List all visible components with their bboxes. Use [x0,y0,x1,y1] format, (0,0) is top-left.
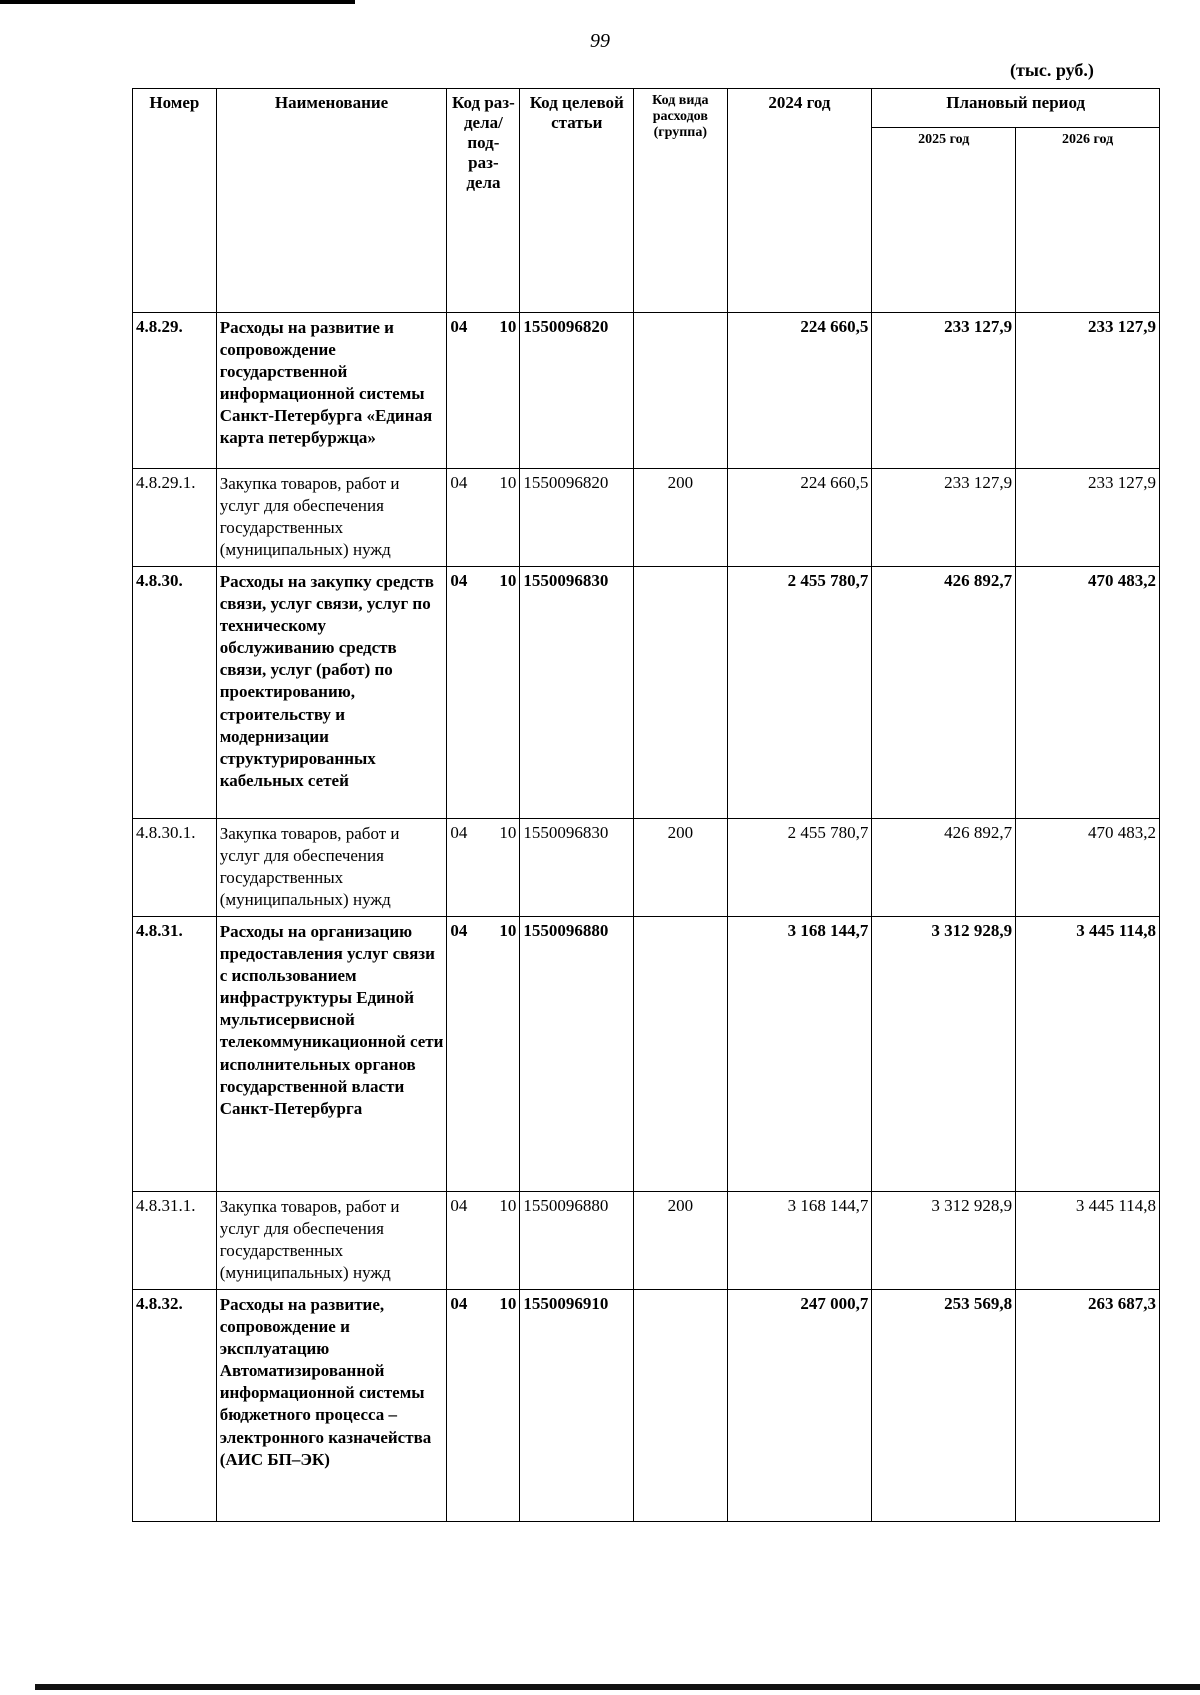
section-code: 04 [450,1294,468,1313]
row-section-code [447,313,520,469]
row-value-2025: 3 312 928,9 [872,1192,1016,1290]
subsection-code: 10 [499,1294,517,1313]
row-name: Расходы на закупку средств связи, услуг связи, услуг по техническому обслуживанию средств связи, услуг (работ) по проектированию, строительству и модернизации структурированных кабельных сетей [216,567,447,819]
table-row [133,1192,1160,1290]
row-value-2026: 470 483,2 [1016,819,1160,917]
row-value-2024: 3 168 144,7 [727,1192,872,1290]
header-2025: 2025 год [872,128,1016,313]
row-number: 4.8.31.1. [133,1192,217,1290]
row-section-code [447,567,520,819]
row-target-code: 1550096820 [520,313,634,469]
row-expense-code [634,1290,727,1522]
subsection-code: 10 [499,921,517,940]
row-number: 4.8.29. [133,313,217,469]
row-value-2025: 3 312 928,9 [872,917,1016,1192]
row-expense-code [634,567,727,819]
row-value-2024: 224 660,5 [727,469,872,567]
table-row [133,313,1160,469]
top-rule [0,0,355,4]
header-expense-code: Код вида расходов (группа) [634,89,727,313]
row-section-code [447,1192,520,1290]
row-value-2026: 470 483,2 [1016,567,1160,819]
row-name: Расходы на организацию предоставления услуг связи с использованием инфраструктуры Единой мультисервисной телекоммуникационной сети исполнительных органов государственной власти Санкт-Петербурга [216,917,447,1192]
header-section-code: Код раз- дела/ под- раз- дела [447,89,520,313]
row-name: Расходы на развитие, сопровождение и эксплуатацию Автоматизированной информационной системы бюджетного процесса – электронного казначейства (АИС БП–ЭК) [216,1290,447,1522]
row-number: 4.8.30.1. [133,819,217,917]
row-name: Закупка товаров, работ и услуг для обеспечения государственных (муниципальных) нужд [216,469,447,567]
header-name: Наименование [216,89,447,313]
section-code: 04 [450,317,468,336]
subsection-code: 10 [499,1196,517,1215]
row-expense-code [634,917,727,1192]
table-row [133,1290,1160,1522]
row-name: Закупка товаров, работ и услуг для обеспечения государственных (муниципальных) нужд [216,819,447,917]
row-section-code [447,469,520,567]
budget-table [132,88,1160,1522]
row-expense-code: 200 [634,469,727,567]
row-value-2026: 233 127,9 [1016,469,1160,567]
section-code: 04 [450,473,468,492]
row-value-2026: 263 687,3 [1016,1290,1160,1522]
header-planned-period: Плановый период [872,89,1160,128]
row-value-2026: 3 445 114,8 [1016,917,1160,1192]
row-value-2025: 253 569,8 [872,1290,1016,1522]
section-code: 04 [450,1196,468,1215]
row-target-code: 1550096830 [520,567,634,819]
row-number: 4.8.29.1. [133,469,217,567]
row-target-code: 1550096880 [520,1192,634,1290]
table-row [133,469,1160,567]
row-value-2024: 2 455 780,7 [727,567,872,819]
row-expense-code: 200 [634,819,727,917]
row-value-2024: 3 168 144,7 [727,917,872,1192]
table-row [133,819,1160,917]
row-value-2025: 233 127,9 [872,313,1016,469]
header-row [133,89,1160,128]
units-label: (тыс. руб.) [1010,60,1094,80]
row-name: Закупка товаров, работ и услуг для обеспечения государственных (муниципальных) нужд [216,1192,447,1290]
subsection-code: 10 [499,823,517,842]
row-value-2026: 3 445 114,8 [1016,1192,1160,1290]
subsection-code: 10 [499,317,517,336]
row-expense-code [634,313,727,469]
table-row [133,917,1160,1192]
section-code: 04 [450,571,468,590]
row-section-code [447,819,520,917]
bottom-rule [35,1684,1200,1690]
section-code: 04 [450,921,468,940]
row-value-2025: 233 127,9 [872,469,1016,567]
row-value-2024: 2 455 780,7 [727,819,872,917]
header-target-code: Код целевой статьи [520,89,634,313]
page-number: 99 [590,30,610,52]
row-number: 4.8.30. [133,567,217,819]
row-number: 4.8.31. [133,917,217,1192]
row-value-2025: 426 892,7 [872,567,1016,819]
row-target-code: 1550096830 [520,819,634,917]
section-code: 04 [450,823,468,842]
subsection-code: 10 [499,571,517,590]
header-2024: 2024 год [727,89,872,313]
row-number: 4.8.32. [133,1290,217,1522]
row-target-code: 1550096880 [520,917,634,1192]
header-2026: 2026 год [1016,128,1160,313]
header-number: Номер [133,89,217,313]
row-section-code [447,917,520,1192]
row-value-2024: 247 000,7 [727,1290,872,1522]
row-section-code [447,1290,520,1522]
row-value-2024: 224 660,5 [727,313,872,469]
row-target-code: 1550096820 [520,469,634,567]
table-row [133,567,1160,819]
row-target-code: 1550096910 [520,1290,634,1522]
row-expense-code: 200 [634,1192,727,1290]
row-name: Расходы на развитие и сопровождение государственной информационной системы Санкт-Петербурга «Единая карта петербуржца» [216,313,447,469]
row-value-2025: 426 892,7 [872,819,1016,917]
subsection-code: 10 [499,473,517,492]
row-value-2026: 233 127,9 [1016,313,1160,469]
